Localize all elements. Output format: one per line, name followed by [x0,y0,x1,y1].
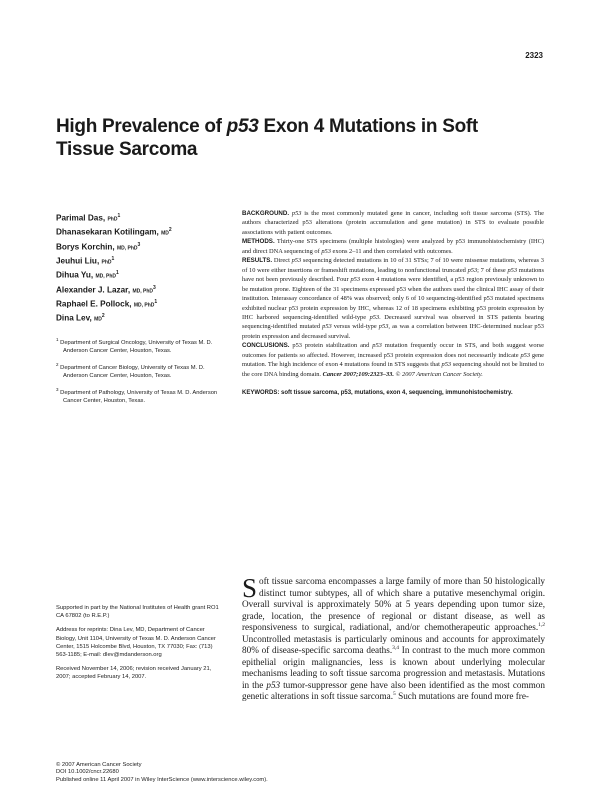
body-intro-paragraph: Soft tissue sarcoma encompasses a large family of more than 50 histologically distinct tumor subtypes, all of which share a putative mesenchymal origin. Overall survival is approximately 50% at 5 years depending upon tumor size, grade, location, the presence of regional or distant disease, as well as responsiveness to surgical, radiational, and/or chemotherapeutic approaches.$^{1,2}$ Uncontrolled metastasis is particularly ominous and accounts for approximately 80% of disease-specific sarcoma deaths.$^{3,4}$ In contrast to the much more common epithelial origin malignancies, less is known about underlying molecular mechanisms leading to soft tissue sarcoma progression and metastasis. Mutations in the p53 tumor-suppressor gene have also been identified as the most common genetic alterations in soft tissue sarcoma.$^5$ Such mutations are found more fre- [242,573,545,702]
author-name: Jeuhui Liu, PhD$^1$ [56,255,115,266]
footer-copyright: © 2007 American Cancer Society [56,762,142,768]
abstract-methods: METHODS. Thirty-one STS specimens (multiple histologies) were analyzed by p53 immunohistochemistry (IHC) and direct DNA sequencing of p53 exons 2–11 and then correlated with outcomes. [242,238,544,255]
affiliation: $^3$ Department of Pathology, University of Texas M. D. Anderson Cancer Center, Houston, Texas. [56,386,218,405]
author-block [56,211,226,411]
affiliation: $^1$ Department of Surgical Oncology, University of Texas M. D. Anderson Cancer Center, Houston, Texas. [56,336,213,355]
abstract-background: BACKGROUND. p53 is the most commonly mutated gene in cancer, including soft tissue sarcoma (STS). The authors characterized p53 alterations (protein accumulation and gene mutation) in STS to evaluate possible associations with patient outcomes. [242,210,544,236]
footer-published: Published online 11 April 2007 in Wiley InterScience (www.interscience.wiley.com). [56,776,268,783]
footer-doi: DOI 10.1002/cncr.22680 [56,769,119,776]
author-name: Dina Lev, $MD^2$ [56,313,105,324]
author-name: Borys Korchin, MD, PhD$^3$ [56,241,141,252]
author-name: Alexander J. Lazar, MD, PhD$^3$ [56,284,156,295]
title-gene: p53 [226,116,259,137]
article-title: High Prevalence of p53 Exon 4 Mutations in Soft Tissue Sarcoma [56,116,478,160]
drop-cap: S [242,573,258,603]
abstract-results: RESULTS. Direct p53 sequencing detected mutations in 10 of 31 STSs; 7 of 10 were missense mutations, whereas 3 of 10 were either insertions or frameshift mutations, leading to nonfunctional truncated p53; 7 of these p53 mutations have not been previously described. Four p53 exon 4 mutations were identified, a p53 region previously unknown to be mutation prone. Eighteen of the 31 specimens expressed p53 when the authors used the clinical IHC assay of their institution. Interassay concordance of 48% was observed; only 6 of 10 sequencing-identified p53 mutated specimens exhibited nuclear p53 protein expression by IHC, whereas 12 of 18 specimens exhibiting p53 protein expression by IHC harbored sequencing-identified wild-type p53. Decreased survival was observed in STS patients bearing sequencing-identified mutated p53 versus wild-type p53, as was a correlation between IHC-determined nuclear p53 protein expression and decreased survival. [242,257,545,340]
received-note: Received November 14, 2006; revision received January 21, 2007; accepted February 14, 2007. [56,666,212,681]
reference-marker: 5 [393,691,396,698]
author-name: Raphael E. Pollock, MD, PhD$^1$ [56,298,158,309]
support-note: Supported in part by the National Institutes of Health grant RO1 CA 67802 (to R.E.P.) [56,605,219,620]
affiliation-list [56,336,226,406]
author-name: Dhanasekaran Kotilingam, $MD^2$ [56,227,172,238]
reference-marker: 3,4 [392,645,400,652]
author-name: Parimal Das, PhD$^1$ [56,213,121,223]
author-name: Dihua Yu, MD, PhD$^1$ [56,270,119,281]
abstract [242,209,544,398]
reprints-note: Address for reprints: Dina Lev, MD, Department of Cancer Biology, Unit 1104, University of Texas M. D. Anderson Cancer Center, 1515 Holcombe Blvd, Houston, TX 77030; Fax: (713) 563-1185; E-mail: dlev@mdanderson.org [56,627,216,659]
affiliation: $^2$ Department of Cancer Biology, University of Texas M. D. Anderson Cancer Center, Houston, Texas. [56,361,205,380]
author-list [56,211,226,326]
abstract-conclusions: CONCLUSIONS. p53 protein stabilization and p53 mutation frequently occur in STS, and both suggest worse outcomes for patients so affected. However, increased p53 protein expression does not necessarily indicate p53 gene mutation. The high incidence of exon 4 mutations found in STS suggests that p53 sequencing should not be limited to the core DNA binding domain. Cancer 2007;109:2323–33. © 2007 American Cancer Society. [242,342,545,378]
page-number: 2323 [525,51,543,60]
keywords: KEYWORDS: soft tissue sarcoma, p53, mutations, exon 4, sequencing, immunohistochemistry. [242,390,513,397]
article-notes [56,604,224,688]
reference-marker: 1,2 [538,622,545,629]
citation: Cancer 2007;109:2323–33. [322,370,394,378]
page-footer [56,762,456,784]
